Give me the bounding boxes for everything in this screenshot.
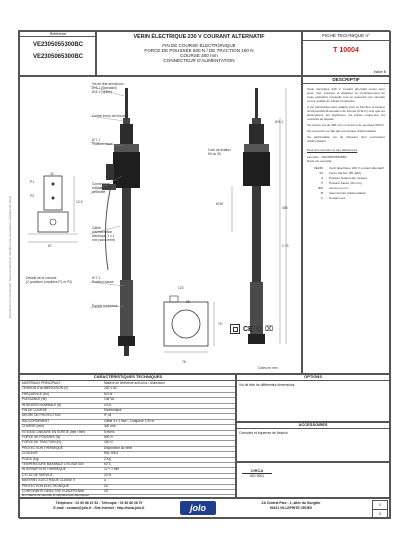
- dim-308: 308: [282, 206, 288, 210]
- ce-mark-icon: CE: [243, 325, 253, 333]
- spec-value: RAL 9003: [104, 451, 119, 456]
- page-number: 1: [373, 501, 387, 510]
- spec-value: 60°C: [104, 462, 112, 466]
- footer-address: [226, 501, 356, 511]
- spec-value: Matière de fermeture anti-choc / Aluminium: [104, 381, 165, 385]
- spec-value: ⧈: [104, 478, 107, 483]
- dim-76: 76: [182, 360, 186, 364]
- spec-value: Disjoncteur au vérin: [104, 445, 133, 450]
- label-equipe: Équipe motorisée: [92, 304, 118, 308]
- datasheet: [18, 30, 390, 518]
- spec-key: CONFORMITÉ DIRECTIVE EUROPÉENNE: [22, 489, 85, 493]
- footer-phone: Téléphone : 01 60 86 10 53 - Télécopie : 01 60 86 26 70: [55, 501, 143, 505]
- certification-icons: [230, 324, 273, 334]
- dim-123: 123: [178, 286, 184, 290]
- label-diam-std: Ø 8.1 (Standard): [92, 86, 117, 90]
- spec-key: FRÉQUENCE (Hz): [22, 391, 49, 396]
- fiche-label: FICHE TECHNIQUE n°: [302, 32, 390, 41]
- options-box: [235, 373, 391, 423]
- iso-badge: [242, 468, 272, 492]
- specs-table: [19, 373, 237, 499]
- iso-line-1: CIRCA: [242, 468, 272, 474]
- spec-value: 2 Kg: [104, 456, 111, 461]
- accessories-box: [235, 421, 391, 463]
- dim-p2: P2: [30, 194, 35, 198]
- title-line-4: CONNECTEUR D'ALIMENTATION: [163, 58, 235, 63]
- decode-title: Pour des versions et des déférences: [307, 148, 358, 152]
- dim-65: 65: [186, 300, 190, 304]
- spec-value: CE: [104, 483, 109, 488]
- descriptif-body: [302, 84, 390, 200]
- label-position-basse: Position basse: [92, 280, 114, 284]
- spec-key: TENSION D'ALIMENTATION (V): [22, 386, 69, 391]
- product-title: VÉRIN ÉLECTRIQUE 230 V COURANT ALTERNATIF: [133, 34, 265, 40]
- spec-value: Câble 3 x 1 mm² - Longueur 1.90 m: [104, 418, 155, 423]
- label-cable: Câble d'alimentation électrique 3 x 1 mm (sans terre): [92, 226, 116, 242]
- footer-address-2: 93421 VILLEPINTE CEDEX: [269, 506, 313, 510]
- reference-sep: -: [57, 48, 59, 55]
- decode-row: 5 : Position basse (30 mm): [321, 181, 362, 185]
- spec-key: TEMPÉRATURE MAXIMALE UTILISATION: [22, 462, 84, 466]
- spec-key: DEGRÉ DE PROTECTION: [22, 413, 61, 418]
- dim-p1: P1: [30, 180, 35, 184]
- spec-value: 300 mm: [104, 424, 116, 429]
- specs-title: CARACTÉRISTIQUES TECHNIQUES: [20, 374, 236, 381]
- title-line-2: FORCE DE POUSSÉE 500 N / DE TRACTION 150 N: [144, 48, 254, 53]
- label-diam-opt: Ø 8.1 (option): [92, 90, 113, 94]
- fiche-box: [301, 31, 391, 77]
- specs-footnote: En matière de sécurité et interférences électriques: [22, 493, 89, 497]
- fiche-index: indice B: [373, 69, 386, 74]
- label-connecteur: Connecteur d'alimentation amovible: [92, 182, 113, 194]
- spec-value: 20 %: [104, 472, 112, 477]
- label-diam-basse: Ø 7.1: [92, 276, 101, 280]
- weee-icon: ⌧: [265, 326, 274, 333]
- spec-value: 108 VA: [104, 397, 115, 402]
- options-title: OPTIONS: [236, 374, 390, 381]
- title-line-3: COURSE 300 mm: [180, 53, 218, 58]
- dim-1-75: 1.75: [282, 244, 289, 248]
- spec-key: FIN DE COURSE: [22, 408, 47, 412]
- label-console: Détails de la console: [26, 276, 57, 280]
- accessories-title: ACCESSOIRES: [236, 422, 390, 429]
- label-cote-fixation: Cote de fixation 50 ou 65: [208, 148, 231, 156]
- spec-key: PUISSANCE (W): [22, 397, 47, 402]
- decode-row: 50 : Force traction (50 daN): [319, 171, 361, 175]
- label-position-haute: Position haute: [92, 142, 113, 146]
- spec-key: FORCE DE TRACTION (N): [22, 440, 61, 445]
- label-diam-haute: Ø 7.1: [92, 138, 101, 142]
- spec-value: Électronique: [104, 408, 122, 412]
- footer-email: E-mail : contact@jolo.fr - Site internet : http://www.jolo.fr: [53, 506, 145, 510]
- spec-key: VITESSE LINÉAIRE EN SORTIE (mm / mm): [22, 429, 86, 434]
- spec-value: 150 N: [104, 440, 113, 445]
- descriptif-para-1: Vérin électrique 230 V courant alternatif conçu pour lever, tirer, pousser et déplacer en remplacement de toute opération manuelle tout en assurant une sécurité et une qualité de travail constantes.: [307, 87, 385, 103]
- spec-value: 12 + 1 min: [104, 467, 119, 472]
- title-box: [95, 31, 303, 77]
- decode-row: C : Contact sec: [320, 196, 346, 200]
- spec-key: POIDS (Kg): [22, 456, 39, 461]
- label-cotes-mm: Cotes en mm: [258, 366, 278, 370]
- label-contre-ecrou: Contre écrou de blocage: [92, 114, 129, 118]
- spec-key: CYCLE DE SERVICE: [22, 472, 53, 477]
- spec-key: PROTECTION ÉLECTRONIQUE: [22, 483, 69, 488]
- dim-12-5: 12.5: [76, 200, 83, 204]
- spec-value: IP 44: [104, 413, 112, 418]
- dim-diam-50: Ø 50: [216, 202, 224, 206]
- logo-text: jolo: [190, 503, 206, 513]
- footer-contact: [24, 501, 174, 511]
- class-ii-icon: [230, 324, 240, 334]
- company-logo: [180, 501, 216, 515]
- decode-list: [307, 166, 385, 200]
- footer-address-1: ZA Central Parc - 1, allée du Songlier: [261, 501, 321, 505]
- recycle-icon: ♲: [255, 326, 263, 333]
- spec-key: COULEUR: [22, 451, 38, 456]
- reference-label: Référence: [20, 32, 96, 37]
- options-text: Vis de fête de différentes dimensions.: [239, 383, 296, 387]
- label-vis-tete: Vis de tête aluminium: [92, 82, 124, 86]
- page-total: 2: [378, 511, 382, 516]
- descriptif-para-5: Sa particularité est de disposer d'un connecteur d'alimentation.: [307, 135, 385, 143]
- dim-79: 79: [218, 322, 222, 326]
- decode-example-2: Dans cet exemple :: [307, 159, 334, 163]
- footer: [19, 497, 391, 519]
- label-console-positions: (2 positions possibles P1 et P2): [26, 280, 73, 284]
- spec-key: COURSE (mm): [22, 424, 44, 429]
- reference-1: VE2305055300BC: [32, 42, 84, 49]
- spec-key: MATÉRIAUX PRINCIPAUX: [22, 381, 61, 385]
- spec-value: 230 V AC: [104, 386, 118, 391]
- decode-row: 6 : Position fixation (6e niveau): [321, 176, 368, 180]
- descriptif-para-2: Il est particulièrement adapté pour la fonction ouverture de Dispositifs Évacuation de Fumée (D.E.N.) tels que les lanterneaux, les skydômes, les portes coupe-feu, les ouvrants de façade.: [307, 105, 385, 121]
- page-counter: [372, 500, 388, 518]
- spec-key: RACCORDEMENT: [22, 418, 50, 423]
- descriptif-title: DESCRIPTIF: [302, 76, 390, 84]
- spec-value: 500 N: [104, 435, 113, 439]
- decode-row: VE230 : Vérin Électrique 230 V courant alternatif: [313, 166, 384, 170]
- spec-value: 50 Hz: [104, 391, 113, 396]
- spec-value: 5 mm/s: [104, 429, 115, 434]
- spec-value: CE: [104, 489, 109, 493]
- reference-2: VE2305065300BC: [32, 54, 84, 61]
- iso-line-2: ISO 9001: [249, 474, 265, 478]
- accessories-text: Consoles et équerres de fixation.: [239, 431, 289, 435]
- descriptif-box: [301, 75, 391, 375]
- descriptif-para-3: Sa course est de 300 mm et sa force de poussée 500 N.: [307, 123, 385, 127]
- decode-row: 300 : course en mm: [317, 186, 349, 190]
- actuator-drawing-right: [216, 82, 296, 352]
- dim-32: 32: [50, 172, 54, 176]
- title-line-1: FIN DE COURSE ÉLECTRONIQUE: [162, 43, 236, 48]
- descriptif-para-4: Sa connexion se fait par connecteur d'alimentation.: [307, 129, 378, 133]
- reference-box: [19, 31, 97, 77]
- spec-value: 0.5 A: [104, 402, 112, 407]
- decode-example: exemple : VE2305065300BC: [307, 155, 347, 159]
- fiche-number: T 10004: [333, 47, 359, 54]
- dim-diam-8-1: Ø 8.1: [275, 120, 284, 124]
- drawing-area: [19, 75, 303, 375]
- spec-key: PROTECTION THERMIQUE: [22, 445, 63, 450]
- side-legal-text: Document non contractuel. Toute reproduction interdite sans autorisation préalable de JOLO: [8, 195, 12, 319]
- spec-key: FORCE DE POUSSÉE (N): [22, 435, 61, 439]
- spec-key: MATÉRIEL ÉLECTRIQUE CLASSE II: [22, 478, 75, 483]
- spec-key: INTENSITÉ NOMINALE (A): [22, 402, 62, 407]
- certification-box: [235, 461, 391, 499]
- dim-57: 57: [48, 244, 52, 248]
- decode-row: B : Avec bornier d'alimentation: [320, 191, 367, 195]
- spec-key: INTERRUPTION THERMIQUE: [22, 467, 66, 472]
